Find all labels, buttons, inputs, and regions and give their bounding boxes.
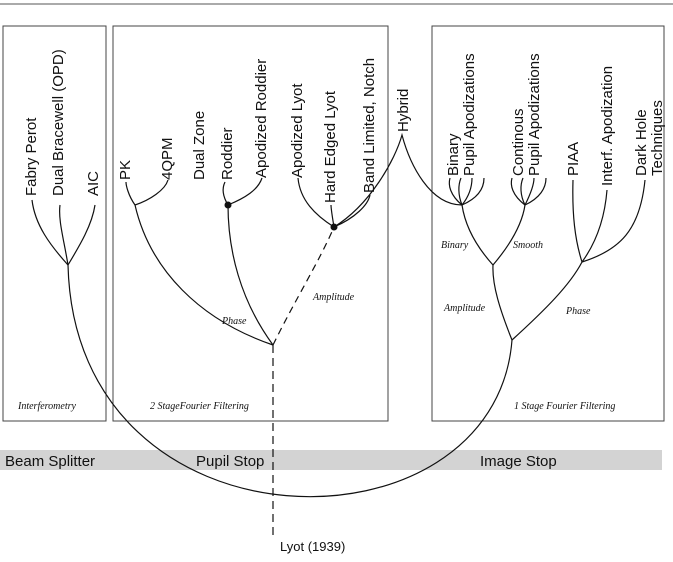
leaf-4qpm: 4QPM — [159, 137, 176, 180]
leaf-dark-hole-line2: Techniques — [649, 100, 666, 176]
phase-left-label: Phase — [222, 316, 247, 327]
amplitude-right-label: Amplitude — [444, 303, 486, 314]
branch-binary — [462, 205, 493, 265]
amplitude-left-label: Amplitude — [313, 292, 355, 303]
smooth-fan-2 — [521, 178, 525, 205]
smooth-fan-4 — [525, 178, 546, 205]
branch-roddier — [223, 182, 228, 205]
branch-phase-left — [135, 205, 273, 345]
leaf-binary-line1: Binary — [445, 133, 462, 176]
leaf-interf-apodization: Interf. Apodization — [599, 65, 616, 186]
branch-amplitude-right — [493, 265, 512, 340]
two-stage-label: 2 StageFourier Filtering — [150, 401, 249, 412]
branch-interf-apod — [582, 190, 607, 262]
one-stage-label: 1 Stage Fourier Filtering — [514, 401, 616, 412]
branch-aic — [68, 205, 95, 265]
leaf-fabry-perot: Fabry Perot — [23, 117, 40, 196]
leaf-band-limited: Band Limited, Notch — [361, 57, 378, 193]
branch-piaa — [573, 180, 582, 262]
leaf-hard-edged-lyot: Hard Edged Lyot — [322, 90, 339, 203]
leaf-roddier: Roddier — [219, 127, 236, 180]
smooth-branch-label: Smooth — [513, 240, 543, 251]
leaf-pk: PK — [117, 159, 134, 180]
branch-smooth — [493, 205, 525, 265]
leaf-apodized-lyot: Apodized Lyot — [289, 83, 306, 178]
leaf-aic: AIC — [85, 170, 102, 196]
leaf-dark-hole-line1: Dark Hole — [633, 109, 650, 176]
phase-right-label: Phase — [566, 306, 591, 317]
branch-amplitude-left — [273, 227, 334, 345]
root-label: Lyot (1939) — [280, 539, 346, 554]
branch-apod-roddier — [228, 178, 262, 205]
binary-branch-label: Binary — [441, 240, 469, 251]
binary-fan-2 — [459, 178, 462, 205]
leaf-continuous-line2: Pupil Apodizations — [526, 53, 543, 176]
leaf-dual-zone: Dual Zone — [191, 110, 208, 180]
leaf-dual-bracewell: Dual Bracewell (OPD) — [50, 49, 67, 196]
branch-phase-right — [512, 262, 582, 340]
leaf-piaa: PIAA — [565, 141, 582, 176]
leaf-apodized-roddier: Apodized Roddier — [253, 58, 270, 178]
leaf-continuous-line1: Continous — [510, 108, 527, 176]
two-stage-box — [113, 26, 388, 421]
leaf-binary-line2: Pupil Apodizations — [461, 53, 478, 176]
image-stop-label: Image Stop — [480, 453, 557, 470]
beam-splitter-label: Beam Splitter — [5, 453, 96, 470]
branch-pk — [126, 182, 135, 205]
leaf-hybrid: Hybrid — [395, 88, 412, 132]
stop-band — [0, 450, 662, 470]
branch-hybrid — [334, 135, 462, 227]
pupil-stop-label: Pupil Stop — [196, 453, 265, 470]
roddier-node — [225, 202, 232, 209]
branch-dark-hole — [582, 180, 645, 262]
interferometry-label: Interferometry — [18, 401, 76, 412]
branch-4qpm — [135, 180, 168, 205]
